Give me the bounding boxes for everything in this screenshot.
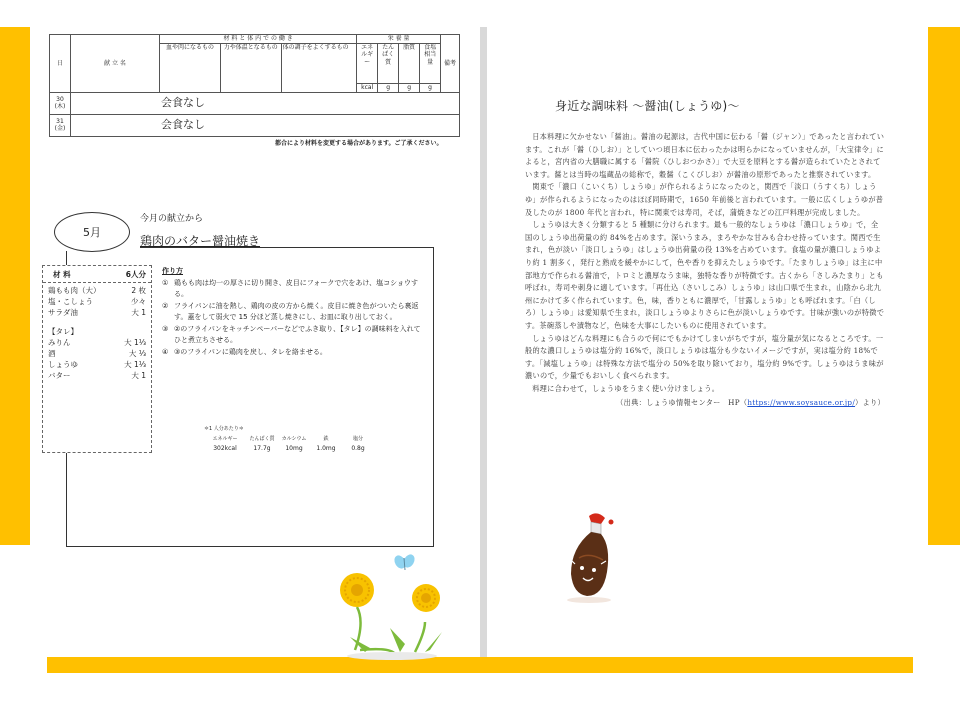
col-fat-header: 脂質	[399, 43, 420, 83]
step-number: ①	[162, 279, 169, 287]
article-title: 身近な調味料 ～醤油(しょうゆ)～	[555, 99, 740, 113]
ingredient-qty: 大 1	[131, 371, 146, 380]
col-energy-header: エネルギー	[357, 43, 378, 83]
article-paragraph: 関東で「濃口（こいくち）しょうゆ」が作られるようになったのと，関西で「淡口（うすくち）しょうゆ」が作られるようになったのはほぼ同時期で，1650 年前後と言われています。一般に広くしょうゆが普及したのが 1800 年代と言われ，特に関東では寿司，そば，蒲焼きなどの江戸料理が完成しました。	[525, 182, 884, 217]
ingredient-qty: 大 1	[131, 308, 146, 317]
list-item	[162, 324, 424, 346]
table-row	[50, 92, 460, 114]
col-protein-header: たんぱく質	[378, 43, 399, 83]
col-green-header: 体の調子をよくするもの	[281, 43, 357, 92]
soy-sauce-bottle-icon	[567, 512, 647, 607]
ingredients-box	[42, 265, 152, 453]
left-page	[30, 27, 480, 657]
nutrition-label: エネルギー	[212, 436, 238, 442]
col-yellow-header: 力や体温となるもの	[220, 43, 281, 92]
nutrition-label: 塩分	[352, 436, 363, 442]
row-weekday: (木)	[54, 103, 66, 110]
article-paragraph: 日本料理に欠かせない「醤油」。醤油の起源は，古代中国に伝わる「醤（ジャン）」であったと言われています。これが「醤（ひしお）」としていつ頃日本に伝わったかは明らかになっていませんが，「大宝律令」によると，宮内省の大膳職に属する「醤院（ひしおつかさ）」で大豆を原料とする醤が造られていたとされています。醤とは当時の塩蔵品の総称で，穀醤（こくびしお）が醤油の原形であったと推察されています。	[525, 132, 885, 179]
col-red-header: 血や肉になるもの	[160, 43, 221, 92]
nutrition-values	[204, 445, 374, 452]
nutrition-value: 10mg	[285, 445, 303, 452]
step-number: ④	[162, 348, 169, 356]
list-item	[48, 370, 146, 381]
flower-icon	[412, 584, 440, 612]
step-text: ②のフライパンをキッチンペーパーなどでふき取り、【タレ】の調味料を入れてひと煮立ちさせる。	[174, 325, 421, 344]
col-day-header: 日	[50, 35, 71, 93]
step-text: ③のフライパンに鶏肉を戻し、タレを絡ませる。	[174, 348, 327, 356]
table-row	[50, 114, 460, 136]
nutrition-value: 302kcal	[213, 445, 237, 452]
ingredient-name: みりん	[48, 338, 71, 347]
col-menu-header: 献 立 名	[70, 35, 159, 93]
nutrition-value: 17.7g	[253, 445, 271, 452]
dandelion-illustration	[330, 552, 480, 662]
unit-fat: g	[399, 83, 420, 92]
nutrition-value: 0.8g	[351, 445, 365, 452]
unit-salt: g	[420, 83, 441, 92]
ingredients-label: 材 料	[53, 270, 71, 279]
ingredient-qty: 2 枚	[131, 286, 146, 295]
nutrition-label: たんぱく質	[249, 436, 275, 442]
list-item	[48, 285, 146, 296]
ingredient-name: サラダ油	[48, 308, 78, 317]
step-number: ②	[162, 302, 169, 310]
recipe-title: 鶏肉のバター醤油焼き	[140, 234, 261, 248]
ingredient-qty: 少々	[131, 297, 146, 306]
list-item	[48, 307, 146, 318]
table-note: 都合により材料を変更する場合があります。ご了承ください。	[275, 140, 443, 147]
butterfly-icon	[392, 552, 417, 570]
page-spine	[480, 27, 487, 657]
row-day: 30	[56, 95, 64, 103]
row-weekday: (金)	[54, 125, 66, 132]
step-text: フライパンに油を熱し、鶏肉の皮の方から焼く。皮目に焼き色がついたら裏返す。蓋をして弱火で 15 分ほど蒸し焼きにし、お皿に取り出しておく。	[174, 302, 419, 321]
list-item	[162, 278, 424, 300]
recipe-steps	[162, 266, 424, 359]
col-remarks-header: 備考	[441, 35, 460, 93]
list-item	[162, 347, 424, 358]
nutrition-caption: ＊1 人分あたり＊	[204, 426, 244, 432]
right-page	[487, 27, 928, 657]
list-item	[48, 337, 146, 348]
unit-energy: kcal	[357, 83, 378, 92]
ingredient-qty: 大 1⅓	[124, 338, 146, 347]
row-menu: 会食なし	[70, 114, 459, 136]
nutrition-header: 栄 養 量	[357, 35, 441, 44]
nutrition-summary	[204, 425, 374, 452]
materials-header: 材 料 と 体 内 で の 働 き	[160, 35, 357, 44]
steps-title: 作り方	[162, 267, 183, 275]
ingredients-header	[43, 269, 151, 283]
nutrition-label: 鉄	[323, 436, 329, 442]
source-link[interactable]: https://www.soysauce.or.jp/	[747, 398, 856, 408]
nutrition-labels	[204, 435, 374, 442]
article-paragraph: 料理に合わせて，しょうゆをうまく使い分けましょう。	[532, 383, 720, 393]
nutrition-label: カルシウム	[281, 436, 307, 442]
recipe-heading: 今月の献立から	[140, 214, 204, 224]
step-number: ③	[162, 325, 169, 333]
nutrition-value: 1.0mg	[316, 445, 336, 452]
source-prefix: （出典：しょうゆ情報センター HP（	[616, 398, 748, 408]
unit-protein: g	[378, 83, 399, 92]
flower-icon	[340, 573, 374, 607]
row-menu: 会食なし	[70, 92, 459, 114]
col-salt-header: 食塩相当量	[420, 43, 441, 83]
ingredient-name: バター	[48, 371, 71, 380]
article-source	[525, 397, 885, 410]
menu-table	[49, 34, 460, 137]
sauce-label: 【タレ】	[48, 327, 78, 336]
step-text: 鶏もも肉は均一の厚さに切り開き、皮目にフォークで穴をあけ、塩コショウする。	[174, 279, 418, 298]
ingredient-name: しょうゆ	[48, 360, 78, 369]
article-body	[525, 131, 885, 410]
article-paragraph: しょうゆはどんな料理にも合うので何にでもかけてしまいがちですが，塩分量が気になるところです。一般的な濃口しょうゆは塩分約 16%で，淡口しょうゆは塩分も少ないイメージですが，実は塩分約 18%です。「減塩しょうゆ」は特殊な方法で塩分の 50%を取り除いており，塩分約 9%です。しょうゆはうま味が濃いので，少量でもおいしく食べられます。	[525, 333, 884, 381]
ingredient-name: 鶏もも肉（大）	[48, 286, 101, 295]
yellow-bottom-bar	[47, 657, 913, 673]
source-suffix: ）より）	[855, 398, 885, 408]
row-day: 31	[56, 117, 64, 125]
ingredient-name: 塩・こしょう	[48, 297, 93, 306]
servings: 6人分	[125, 270, 146, 279]
ingredient-qty: 大 1⅓	[124, 360, 146, 369]
list-item	[48, 359, 146, 370]
list-item	[48, 296, 146, 307]
month-badge: 5月	[54, 212, 130, 252]
list-item	[162, 301, 424, 323]
ingredient-qty: 大 ⅓	[128, 349, 146, 358]
list-item	[48, 348, 146, 359]
ingredient-name: 酒	[48, 349, 56, 358]
article-paragraph: しょうゆは大きく分類すると 5 種類に分けられます。最も一般的なしょうゆは「濃口しょうゆ」で，全国のしょうゆ出荷量の約 84%を占めます。深いうまみ，まろやかな甘みも合わせ持っています。関西で生まれ，色が淡い「淡口しょうゆ」はしょうゆ出荷量の役 13%を占めています。食塩の量が濃口しょうゆより約 1 割多く，発行と熟成を緩やかにして，色や香りを抑えたしょうゆです。「たまりしょうゆ」は主に中部地方で作られる醤油で，トロミと濃厚なうま味，独特な香りが特徴です。古くから「さしみたまり」とも呼ばれ，寿司や刺身に適しています。「再仕込（さいしこみ）しょうゆ」は山口県で生まれ，山陰から北九州にかけて多く作られています。色，味，香りともに濃厚で，「甘露しょうゆ」とも呼ばれます。「白（しろ）しょうゆ」は愛知県で生まれ，淡口しょうゆよりさらに色が淡いしょうゆです。甘味が強いのが特徴です。茶碗蒸しや漬物など，色味を大事にしたいものに使用されています。	[525, 220, 885, 330]
